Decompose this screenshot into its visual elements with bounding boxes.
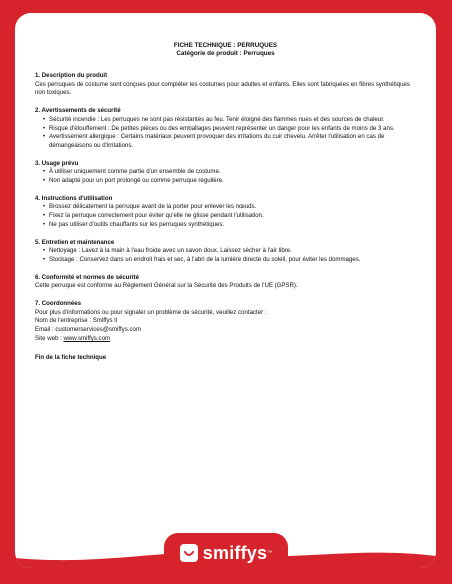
- list-item: • Non adapté pour un port prolongé ou comme perruque régulière.: [44, 177, 416, 186]
- smile-icon: [180, 544, 198, 562]
- section-title-warnings: 2. Avertissements de sécurité: [35, 107, 121, 115]
- section-text-compliance: Cette perruque est conforme au Règlement Général sur la Sécurité des Produits de l'UE (GPSR).: [35, 282, 298, 290]
- list-item: • Sécurité incendie : Les perruques ne sont pas résistantes au feu. Tenir éloigné des flammes nues et des sources de chaleur.: [44, 116, 416, 125]
- document-subtitle: Catégorie de produit : Perruques: [176, 50, 275, 57]
- instructions-list: [35, 203, 416, 229]
- list-item: • À utiliser uniquement comme partie d'un ensemble de costume.: [44, 168, 416, 177]
- maintenance-list: [35, 247, 416, 264]
- contact-intro: Pour plus d'informations ou pour signaler un problème de sécurité, veuillez contacter :: [35, 308, 267, 316]
- document-title: FICHE TECHNIQUE : PERRUQUES: [173, 42, 278, 49]
- list-item: • Fixez la perruque correctement pour éviter qu'elle ne glisse pendant l'utilisation.: [44, 212, 416, 221]
- list-item: • Stockage : Conservez dans un endroit frais et sec, à l'abri de la lumière directe du soleil, pour éviter les dommages.: [44, 256, 416, 265]
- section-title-compliance: 6. Conformité et normes de sécurité: [35, 273, 139, 281]
- section-title-maintenance: 5. Entretien et maintenance: [35, 238, 115, 246]
- section-title-contact: 7. Coordonnées: [35, 300, 82, 308]
- list-item: • Ne pas utiliser d'outils chauffants sur les perruques synthétiques.: [44, 221, 416, 230]
- brand-name: smiffys: [202, 542, 268, 563]
- list-item: • Brossez délicatement la perruque avant de la porter pour enlever les nœuds.: [44, 203, 416, 212]
- usage-list: [35, 168, 416, 185]
- smiffys-logo: [164, 533, 288, 573]
- section-title-instructions: 4. Instructions d'utilisation: [35, 194, 113, 202]
- contact-company: Nom de l'entreprise : Smiffys ll: [35, 317, 117, 325]
- list-item: • Avertissement allergique : Certains matériaux peuvent provoquer des irritations du cuir chevelu. Arrêter l'utilisation en cas de démangeaisons ou d'irritations.: [44, 133, 416, 150]
- section-title-usage: 3. Usage prévu: [35, 159, 79, 167]
- section-title-description: 1. Description du produit: [35, 72, 108, 79]
- contact-website: [35, 335, 416, 344]
- website-label: Site web :: [35, 334, 64, 342]
- end-of-sheet-text: Fin de la fiche technique: [35, 353, 107, 361]
- list-item: • Nettoyage : Lavez à la main à l'eau froide avec un savon doux. Laissez sécher à l'air libre.: [44, 247, 416, 256]
- warnings-list: [35, 116, 416, 151]
- document-content: [15, 13, 436, 362]
- document-sheet: [15, 13, 436, 568]
- trademark-symbol: ™: [267, 550, 273, 556]
- contact-email: Email : customerservices@smiffys.com: [35, 326, 141, 334]
- website-link[interactable]: www.smiffys.com: [63, 334, 111, 342]
- list-item: • Risque d'étouffement : De petites pièces ou des emballages peuvent représenter un danger pour les enfants de moins de 3 ans.: [44, 125, 416, 134]
- section-text-description: Ces perruques de costume sont conçues pour compléter les costumes pour adultes et enfants. Elles sont fabriquées en fibres synthétiques non toxiques.: [35, 80, 410, 97]
